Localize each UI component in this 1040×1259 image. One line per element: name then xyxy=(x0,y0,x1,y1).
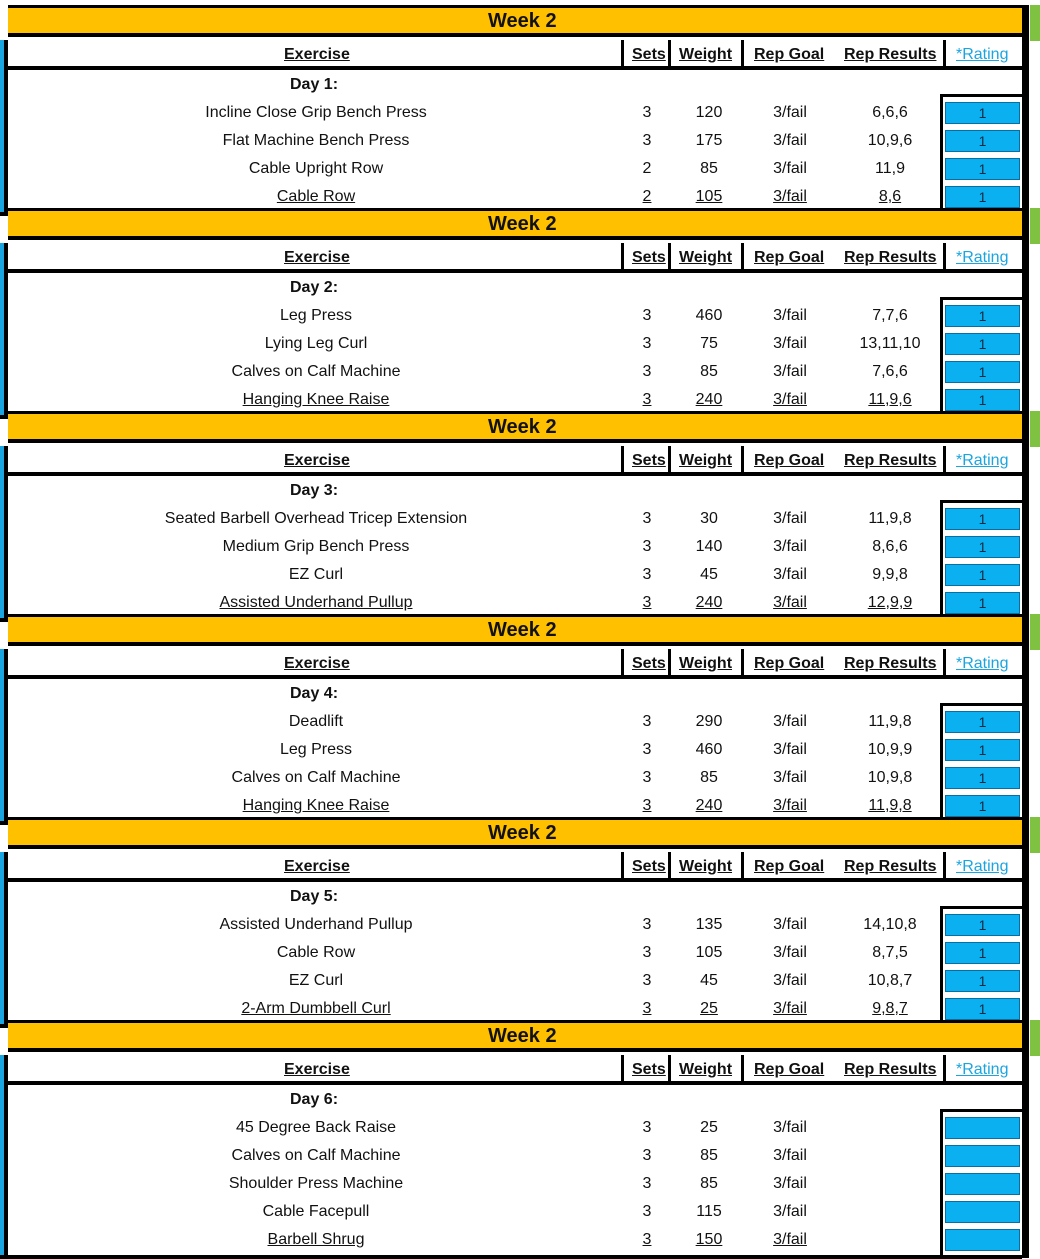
exercise-row xyxy=(0,968,1022,996)
sets-value: 3 xyxy=(642,391,652,408)
rep-results-value: 8,6 xyxy=(878,188,902,205)
header-weight: Weight xyxy=(679,452,733,469)
weight-value: 75 xyxy=(700,335,718,352)
header-rating: *Rating xyxy=(956,1061,1009,1078)
exercise-name: Leg Press xyxy=(279,741,353,758)
rep-goal-value: 3/fail xyxy=(773,944,807,961)
exercise-name: Cable Row xyxy=(276,944,356,961)
weight-value: 460 xyxy=(695,741,723,758)
rating-cell[interactable]: 1 xyxy=(945,333,1020,355)
rep-results-value: 12,9,9 xyxy=(867,594,913,611)
rating-cell[interactable] xyxy=(945,1229,1020,1251)
weight-value: 135 xyxy=(695,916,723,933)
exercise-row xyxy=(0,562,1022,590)
sets-value: 3 xyxy=(642,797,652,814)
sets-value: 3 xyxy=(642,713,652,730)
exercise-name: Barbell Shrug xyxy=(267,1231,365,1248)
sets-value: 3 xyxy=(642,538,652,555)
rating-cell[interactable]: 1 xyxy=(945,998,1020,1020)
rep-results-value: 13,11,10 xyxy=(859,335,921,352)
exercise-row xyxy=(0,1171,1022,1199)
week-header-bar xyxy=(8,817,1022,849)
divider xyxy=(621,446,624,472)
exercise-name: Medium Grip Bench Press xyxy=(222,538,410,555)
divider xyxy=(621,243,624,269)
exercise-name: 45 Degree Back Raise xyxy=(235,1119,397,1136)
rep-goal-value: 3/fail xyxy=(773,594,807,611)
header-exercise: Exercise xyxy=(284,452,350,469)
rep-results-value: 9,8,7 xyxy=(872,1000,908,1017)
week-header-bar xyxy=(8,208,1022,240)
divider xyxy=(668,649,671,675)
exercise-row xyxy=(0,709,1022,737)
rating-cell[interactable] xyxy=(945,1117,1020,1139)
sets-value: 2 xyxy=(642,160,652,177)
divider xyxy=(621,649,624,675)
rating-cell[interactable] xyxy=(945,1173,1020,1195)
column-header-row xyxy=(8,40,1022,70)
exercise-name: Cable Upright Row xyxy=(248,160,384,177)
rep-goal-value: 3/fail xyxy=(773,1000,807,1017)
exercise-name: Incline Close Grip Bench Press xyxy=(205,104,427,121)
exercise-row xyxy=(0,506,1022,534)
week-label: Week 2 xyxy=(488,619,557,641)
exercise-name: Seated Barbell Overhead Tricep Extension xyxy=(164,510,468,527)
exercise-row xyxy=(0,940,1022,968)
sets-value: 3 xyxy=(642,104,652,121)
rating-cell[interactable]: 1 xyxy=(945,389,1020,411)
divider xyxy=(943,446,946,472)
block-bottom-border xyxy=(0,1255,1022,1259)
header-exercise: Exercise xyxy=(284,1061,350,1078)
sets-value: 3 xyxy=(642,594,652,611)
divider xyxy=(943,243,946,269)
weight-value: 25 xyxy=(700,1000,718,1017)
rep-results-value: 7,6,6 xyxy=(872,363,908,380)
rating-cell[interactable]: 1 xyxy=(945,564,1020,586)
exercise-name: EZ Curl xyxy=(288,566,344,583)
sets-value: 3 xyxy=(642,307,652,324)
sets-value: 3 xyxy=(642,1175,652,1192)
rep-results-value: 8,6,6 xyxy=(872,538,908,555)
weight-value: 85 xyxy=(700,1175,718,1192)
divider xyxy=(741,852,744,878)
header-rep-goal: Rep Goal xyxy=(754,452,825,469)
header-exercise: Exercise xyxy=(284,655,350,672)
rep-goal-value: 3/fail xyxy=(773,797,807,814)
rep-results-value: 10,9,6 xyxy=(867,132,913,149)
divider xyxy=(668,40,671,66)
exercise-row xyxy=(0,1199,1022,1227)
column-header-row xyxy=(8,852,1022,882)
exercise-name: Leg Press xyxy=(279,307,353,324)
divider xyxy=(668,1055,671,1081)
rep-goal-value: 3/fail xyxy=(773,713,807,730)
day-title: Day 1: xyxy=(290,76,339,93)
rating-cell[interactable]: 1 xyxy=(945,739,1020,761)
green-accent-strip xyxy=(1030,614,1040,650)
rep-goal-value: 3/fail xyxy=(773,1119,807,1136)
rep-goal-value: 3/fail xyxy=(773,160,807,177)
week-block xyxy=(0,812,1040,1015)
header-rating: *Rating xyxy=(956,655,1009,672)
rating-cell[interactable]: 1 xyxy=(945,536,1020,558)
day-title: Day 5: xyxy=(290,888,339,905)
exercise-row xyxy=(0,765,1022,793)
green-accent-strip xyxy=(1030,5,1040,41)
exercise-row xyxy=(0,331,1022,359)
weight-value: 105 xyxy=(695,188,723,205)
divider xyxy=(621,40,624,66)
header-rep-results: Rep Results xyxy=(844,1061,937,1078)
rep-results-value: 11,9,8 xyxy=(868,797,912,814)
rating-cell[interactable]: 1 xyxy=(945,158,1020,180)
sets-value: 3 xyxy=(642,1119,652,1136)
exercise-name: Assisted Underhand Pullup xyxy=(219,916,413,933)
header-rating: *Rating xyxy=(956,249,1009,266)
header-rep-results: Rep Results xyxy=(844,46,937,63)
header-rating: *Rating xyxy=(956,858,1009,875)
week-label: Week 2 xyxy=(488,10,557,32)
header-rep-results: Rep Results xyxy=(844,858,937,875)
header-rep-goal: Rep Goal xyxy=(754,858,825,875)
rep-results-value: 14,10,8 xyxy=(863,916,917,933)
rating-cell[interactable]: 1 xyxy=(945,795,1020,817)
header-sets: Sets xyxy=(632,249,666,266)
week-header-bar xyxy=(8,1020,1022,1052)
rating-cell[interactable]: 1 xyxy=(945,102,1020,124)
rep-goal-value: 3/fail xyxy=(773,566,807,583)
divider xyxy=(943,40,946,66)
weight-value: 240 xyxy=(695,391,723,408)
week-header-bar xyxy=(8,614,1022,646)
rep-goal-value: 3/fail xyxy=(773,391,807,408)
week-block xyxy=(0,203,1040,406)
divider xyxy=(621,1055,624,1081)
rating-cell[interactable]: 1 xyxy=(945,186,1020,208)
exercise-name: Calves on Calf Machine xyxy=(231,363,401,380)
exercise-name: Cable Row xyxy=(276,188,356,205)
rep-results-value: 7,7,6 xyxy=(872,307,908,324)
exercise-name: Lying Leg Curl xyxy=(264,335,368,352)
weight-value: 45 xyxy=(700,566,718,583)
sets-value: 3 xyxy=(642,1000,652,1017)
rating-cell[interactable]: 1 xyxy=(945,130,1020,152)
green-accent-strip xyxy=(1030,208,1040,244)
rep-results-value: 11,9,8 xyxy=(868,713,912,730)
day-title: Day 2: xyxy=(290,279,339,296)
divider xyxy=(668,243,671,269)
rep-goal-value: 3/fail xyxy=(773,538,807,555)
green-accent-strip xyxy=(1030,817,1040,853)
divider xyxy=(741,649,744,675)
rep-goal-value: 3/fail xyxy=(773,741,807,758)
header-exercise: Exercise xyxy=(284,249,350,266)
sets-value: 3 xyxy=(642,1203,652,1220)
rep-goal-value: 3/fail xyxy=(773,972,807,989)
exercise-name: Hanging Knee Raise xyxy=(242,797,390,814)
sets-value: 3 xyxy=(642,566,652,583)
header-rep-goal: Rep Goal xyxy=(754,655,825,672)
exercise-row xyxy=(0,303,1022,331)
weight-value: 85 xyxy=(700,363,718,380)
rep-goal-value: 3/fail xyxy=(773,363,807,380)
rep-results-value: 10,8,7 xyxy=(867,972,913,989)
column-header-row xyxy=(8,1055,1022,1085)
weight-value: 85 xyxy=(700,160,718,177)
week-label: Week 2 xyxy=(488,416,557,438)
rep-goal-value: 3/fail xyxy=(773,1231,807,1248)
exercise-name: Calves on Calf Machine xyxy=(231,769,401,786)
divider xyxy=(943,852,946,878)
exercise-row xyxy=(0,156,1022,184)
rep-goal-value: 3/fail xyxy=(773,335,807,352)
rep-results-value: 6,6,6 xyxy=(872,104,908,121)
divider xyxy=(741,243,744,269)
weight-value: 105 xyxy=(695,944,723,961)
divider xyxy=(668,852,671,878)
divider xyxy=(741,40,744,66)
header-exercise: Exercise xyxy=(284,46,350,63)
header-rep-results: Rep Results xyxy=(844,452,937,469)
exercise-row xyxy=(0,737,1022,765)
header-weight: Weight xyxy=(679,46,733,63)
exercise-name: EZ Curl xyxy=(288,972,344,989)
day-title: Day 6: xyxy=(290,1091,339,1108)
week-label: Week 2 xyxy=(488,1025,557,1047)
header-weight: Weight xyxy=(679,655,733,672)
rep-goal-value: 3/fail xyxy=(773,1203,807,1220)
sets-value: 3 xyxy=(642,944,652,961)
exercise-name: Deadlift xyxy=(288,713,344,730)
weight-value: 25 xyxy=(700,1119,718,1136)
rep-results-value: 11,9,8 xyxy=(868,510,912,527)
rating-cell[interactable]: 1 xyxy=(945,592,1020,614)
week-block xyxy=(0,406,1040,609)
weight-value: 115 xyxy=(696,1203,722,1220)
rep-results-value: 11,9 xyxy=(875,160,905,177)
week-label: Week 2 xyxy=(488,213,557,235)
rep-results-value: 10,9,9 xyxy=(867,741,913,758)
header-weight: Weight xyxy=(679,1061,733,1078)
rating-cell[interactable]: 1 xyxy=(945,970,1020,992)
header-rep-goal: Rep Goal xyxy=(754,249,825,266)
exercise-name: Shoulder Press Machine xyxy=(228,1175,404,1192)
header-rep-results: Rep Results xyxy=(844,249,937,266)
rating-cell[interactable]: 1 xyxy=(945,914,1020,936)
divider xyxy=(943,1055,946,1081)
rep-results-value: 8,7,5 xyxy=(872,944,908,961)
divider xyxy=(668,446,671,472)
exercise-name: 2-Arm Dumbbell Curl xyxy=(241,1000,391,1017)
rep-results-value: 10,9,8 xyxy=(867,769,913,786)
exercise-name: Hanging Knee Raise xyxy=(242,391,390,408)
week-header-bar xyxy=(8,5,1022,37)
weight-value: 140 xyxy=(695,538,723,555)
exercise-name: Cable Facepull xyxy=(262,1203,370,1220)
divider xyxy=(943,649,946,675)
weight-value: 120 xyxy=(695,104,723,121)
exercise-row xyxy=(0,359,1022,387)
weight-value: 460 xyxy=(695,307,723,324)
header-sets: Sets xyxy=(632,1061,666,1078)
week-label: Week 2 xyxy=(488,822,557,844)
weight-value: 290 xyxy=(695,713,723,730)
sets-value: 3 xyxy=(642,510,652,527)
header-rep-goal: Rep Goal xyxy=(754,1061,825,1078)
header-sets: Sets xyxy=(632,655,666,672)
rating-cell[interactable]: 1 xyxy=(945,767,1020,789)
rating-cell[interactable] xyxy=(945,1201,1020,1223)
sets-value: 3 xyxy=(642,741,652,758)
exercise-row xyxy=(0,912,1022,940)
exercise-name: Flat Machine Bench Press xyxy=(222,132,410,149)
rating-cell[interactable] xyxy=(945,1145,1020,1167)
header-weight: Weight xyxy=(679,858,733,875)
rep-goal-value: 3/fail xyxy=(773,132,807,149)
sets-value: 3 xyxy=(642,1147,652,1164)
weight-value: 85 xyxy=(700,1147,718,1164)
sets-value: 3 xyxy=(642,916,652,933)
rep-results-value: 9,9,8 xyxy=(872,566,908,583)
rating-cell[interactable]: 1 xyxy=(945,942,1020,964)
weight-value: 240 xyxy=(695,594,723,611)
week-header-bar xyxy=(8,411,1022,443)
sets-value: 3 xyxy=(642,1231,652,1248)
rep-goal-value: 3/fail xyxy=(773,104,807,121)
rating-cell[interactable]: 1 xyxy=(945,361,1020,383)
weight-value: 175 xyxy=(695,132,723,149)
exercise-name: Assisted Underhand Pullup xyxy=(219,594,413,611)
column-header-row xyxy=(8,446,1022,476)
weight-value: 240 xyxy=(695,797,723,814)
rep-goal-value: 3/fail xyxy=(773,510,807,527)
rep-goal-value: 3/fail xyxy=(773,307,807,324)
weight-value: 85 xyxy=(700,769,718,786)
exercise-row xyxy=(0,100,1022,128)
rating-cell[interactable]: 1 xyxy=(945,711,1020,733)
column-header-row xyxy=(8,649,1022,679)
week-block xyxy=(0,609,1040,812)
weight-value: 150 xyxy=(695,1231,723,1248)
weight-value: 45 xyxy=(700,972,718,989)
exercise-row xyxy=(0,128,1022,156)
header-rep-results: Rep Results xyxy=(844,655,937,672)
header-weight: Weight xyxy=(679,249,733,266)
sets-value: 3 xyxy=(642,972,652,989)
sets-value: 3 xyxy=(642,363,652,380)
header-exercise: Exercise xyxy=(284,858,350,875)
header-sets: Sets xyxy=(632,46,666,63)
sets-value: 3 xyxy=(642,132,652,149)
exercise-row xyxy=(0,534,1022,562)
header-rep-goal: Rep Goal xyxy=(754,46,825,63)
header-rating: *Rating xyxy=(956,46,1009,63)
week-block xyxy=(0,0,1040,203)
rating-cell[interactable]: 1 xyxy=(945,508,1020,530)
rating-cell[interactable]: 1 xyxy=(945,305,1020,327)
rep-goal-value: 3/fail xyxy=(773,1147,807,1164)
rep-results-value: 11,9,6 xyxy=(868,391,912,408)
header-sets: Sets xyxy=(632,452,666,469)
day-title: Day 4: xyxy=(290,685,339,702)
divider xyxy=(741,1055,744,1081)
header-rating: *Rating xyxy=(956,452,1009,469)
exercise-row xyxy=(0,1143,1022,1171)
exercise-row xyxy=(0,1115,1022,1143)
exercise-row xyxy=(0,1227,1022,1255)
divider xyxy=(621,852,624,878)
rep-goal-value: 3/fail xyxy=(773,188,807,205)
divider xyxy=(741,446,744,472)
rep-goal-value: 3/fail xyxy=(773,769,807,786)
green-accent-strip xyxy=(1030,411,1040,447)
day-title: Day 3: xyxy=(290,482,339,499)
sets-value: 2 xyxy=(642,188,652,205)
header-sets: Sets xyxy=(632,858,666,875)
weight-value: 30 xyxy=(700,510,718,527)
exercise-name: Calves on Calf Machine xyxy=(231,1147,401,1164)
rep-goal-value: 3/fail xyxy=(773,916,807,933)
sets-value: 3 xyxy=(642,769,652,786)
rep-goal-value: 3/fail xyxy=(773,1175,807,1192)
green-accent-strip xyxy=(1030,1020,1040,1056)
column-header-row xyxy=(8,243,1022,273)
sets-value: 3 xyxy=(642,335,652,352)
week-block xyxy=(0,1015,1040,1256)
